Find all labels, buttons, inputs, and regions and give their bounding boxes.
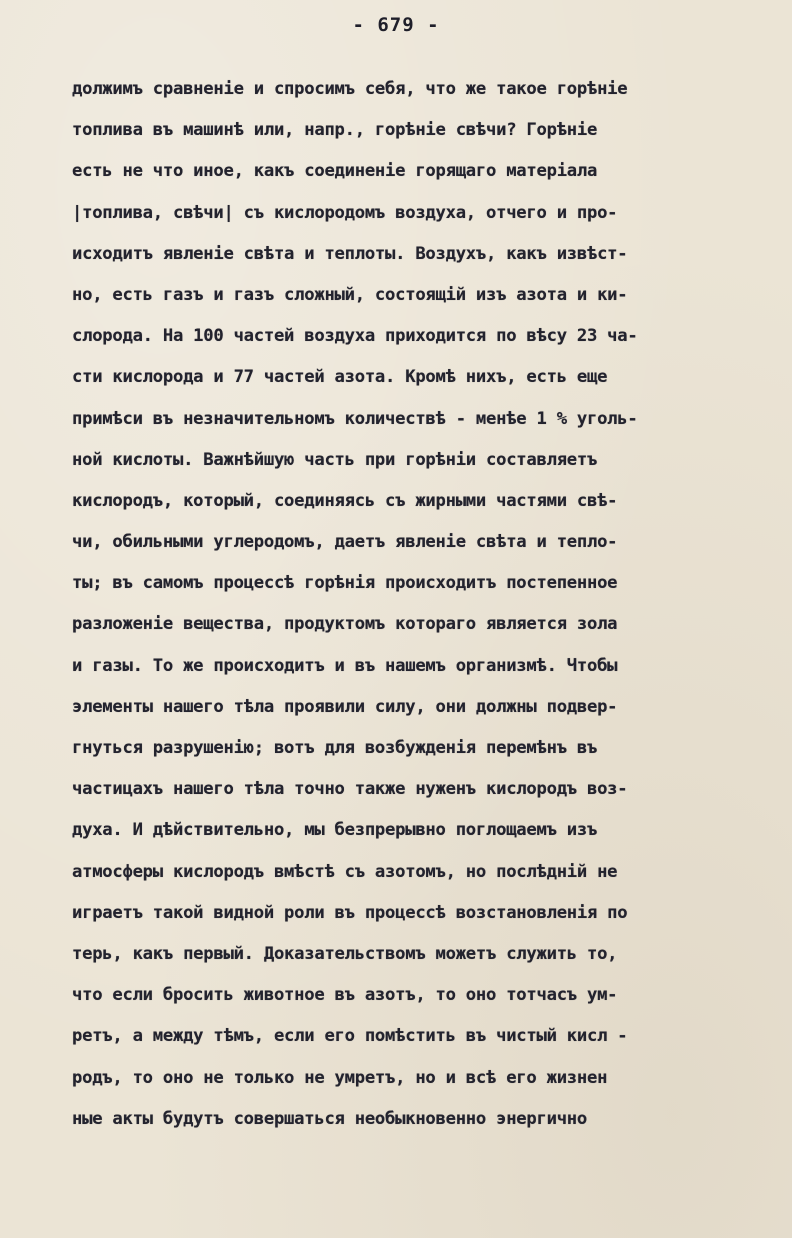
text-line: |топлива, свѣчи| съ кислородомъ воздуха, отчего и про- bbox=[72, 202, 618, 223]
text-line: но, есть газъ и газъ сложный, состоящiй изъ азота и ки- bbox=[72, 284, 628, 305]
text-line: духа. И дѣйствительно, мы безпрерывно поглощаемъ изъ bbox=[72, 820, 598, 841]
text-line: атмосферы кислородъ вмѣстѣ съ азотомъ, но послѣднiй не bbox=[72, 861, 618, 882]
text-line: должимъ сравненiе и спросимъ себя, что же такое горѣнiе bbox=[72, 79, 628, 99]
text-line: ты; въ самомъ процессѣ горѣнiя происходитъ постепенное bbox=[72, 573, 618, 594]
text-line: слорода. На 100 частей воздуха приходится по вѣсу 23 ча- bbox=[72, 326, 638, 347]
text-line: гнуться разрушенiю; вотъ для возбужденiя перемѣнъ въ bbox=[72, 738, 598, 758]
text-line: есть не что иное, какъ соединенiе горящаго матерiала bbox=[72, 161, 598, 182]
body-text bbox=[72, 75, 787, 1146]
text-line: исходитъ явленiе свѣта и теплоты. Воздухъ, какъ извѣст- bbox=[72, 243, 628, 264]
text-line: играетъ такой видной роли въ процессѣ возстановленiя по bbox=[72, 902, 628, 923]
text-line: разложенiе вещества, продуктомъ котораго является зола bbox=[72, 614, 618, 635]
text-line: и газы. То же происходитъ и въ нашемъ организмѣ. Чтобы bbox=[72, 655, 618, 676]
text-line: частицахъ нашего тѣла точно также нуженъ кислородъ воз- bbox=[72, 779, 628, 800]
text-line: примѣси въ незначительномъ количествѣ - менѣе 1 % уголь- bbox=[72, 408, 638, 429]
text-line: терь, какъ первый. Доказательствомъ можетъ служить то, bbox=[72, 943, 618, 964]
text-line: ретъ, а между тѣмъ, если его помѣстить въ чистый кисл - bbox=[72, 1026, 628, 1047]
text-line: ные акты будутъ совершаться необыкновенно энергично bbox=[72, 1108, 587, 1129]
text-line: кислородъ, который, соединяясь съ жирными частями свѣ- bbox=[72, 490, 618, 511]
text-line: топлива въ машинѣ или, напр., горѣнiе свѣчи? Горѣнiе bbox=[72, 120, 598, 141]
text-line: ной кислоты. Важнѣйшую часть при горѣнiи составляетъ bbox=[72, 449, 598, 470]
text-line: сти кислорода и 77 частей азота. Кромѣ нихъ, есть еще bbox=[72, 367, 608, 388]
page-number: - 679 - bbox=[352, 14, 440, 36]
text-line: элементы нашего тѣла проявили силу, они должны подвер- bbox=[72, 696, 618, 717]
text-line: что если бросить животное въ азотъ, то оно тотчасъ ум- bbox=[72, 985, 618, 1006]
text-line: чи, обильными углеродомъ, даетъ явленiе свѣта и тепло- bbox=[72, 532, 618, 553]
text-line: родъ, то оно не только не умретъ, но и всѣ его жизнен bbox=[72, 1067, 608, 1088]
